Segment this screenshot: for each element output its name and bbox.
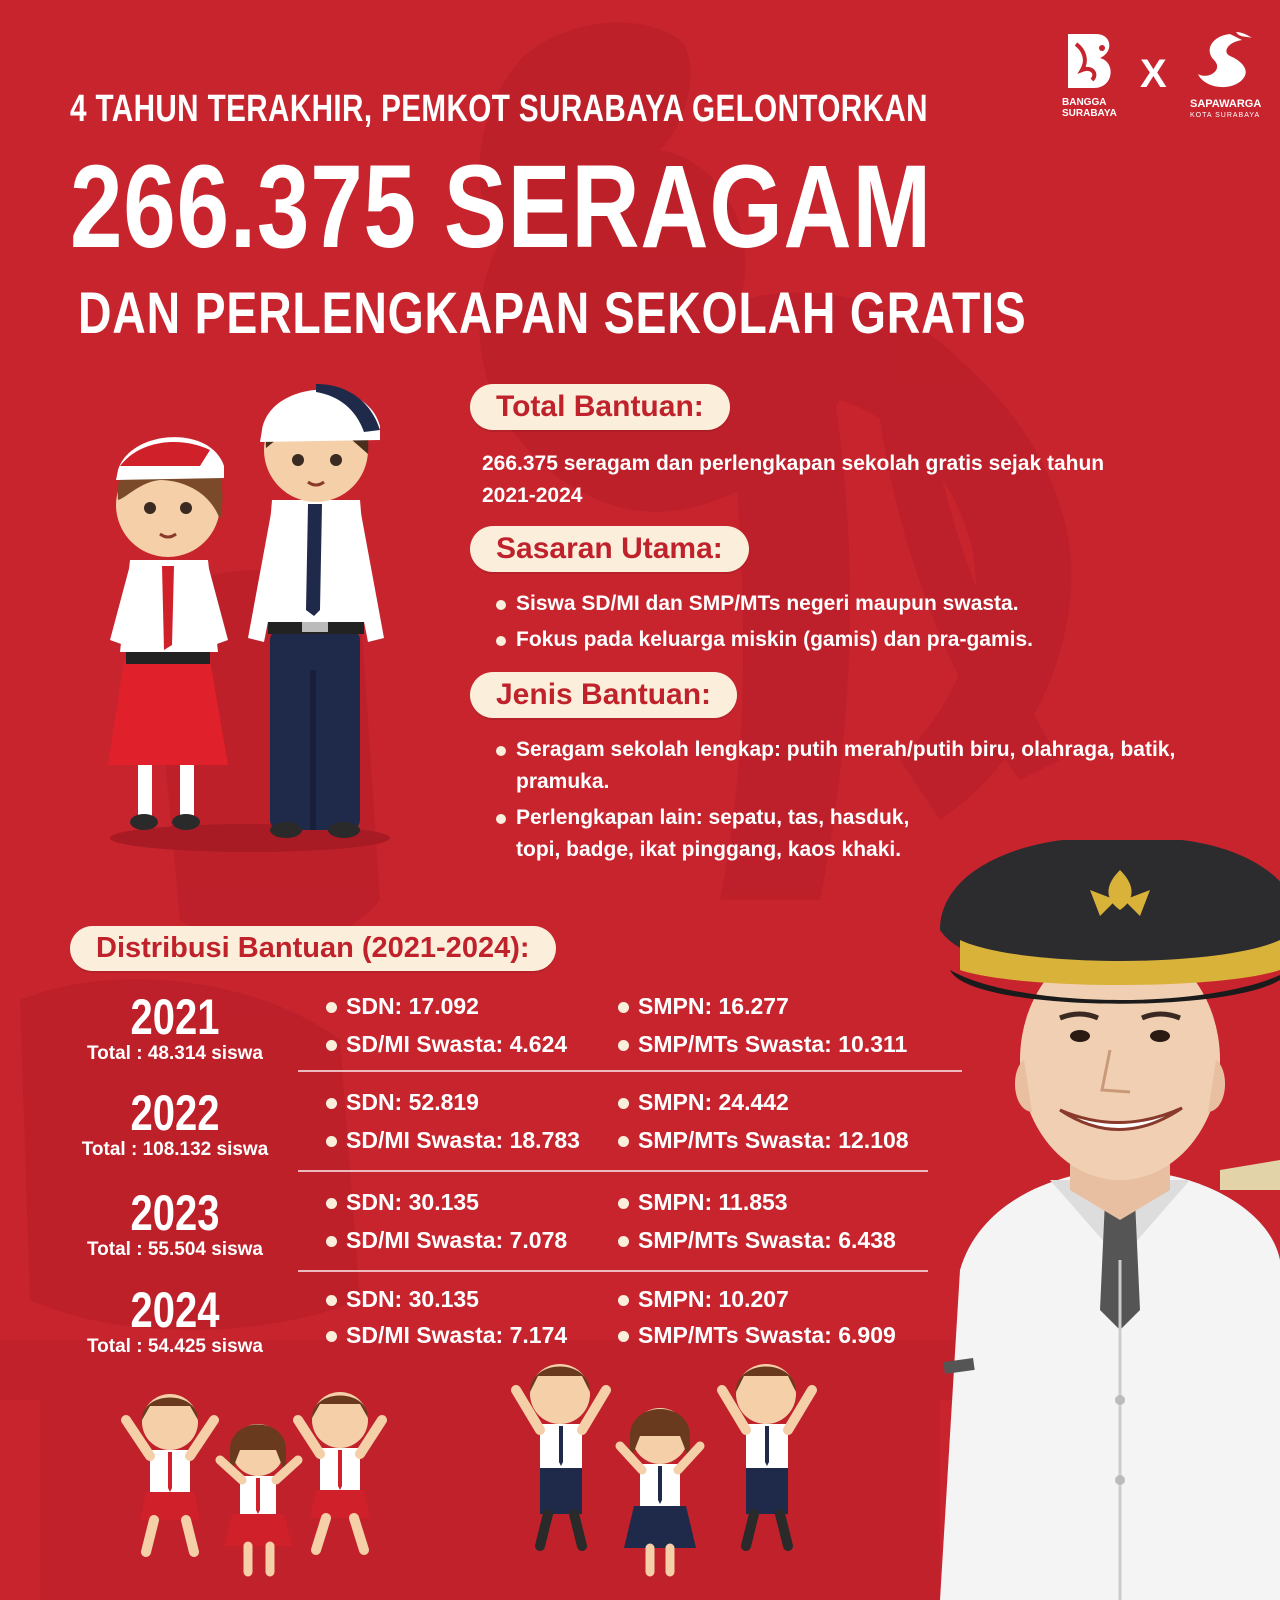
bangga-logo-line1: BANGGA: [1062, 97, 1107, 108]
stat-smpn: SMPN: 10.207: [616, 1286, 789, 1313]
kid-figure: [516, 1364, 606, 1546]
bangga-surabaya-logo: [1062, 30, 1117, 119]
stat-smp-swasta: SMP/MTs Swasta: 6.438: [616, 1227, 896, 1254]
stat-sd-swasta: SD/MI Swasta: 7.078: [324, 1227, 567, 1254]
stat-smpn: SMPN: 24.442: [616, 1089, 789, 1116]
stat-sdn: SDN: 30.135: [324, 1286, 479, 1313]
jenis-bantuan-heading: Jenis Bantuan:: [470, 672, 737, 718]
row-divider: [298, 1270, 928, 1272]
list-item: Perlengkapan lain: sepatu, tas, hasduk, topi, badge, ikat pinggang, kaos khaki.: [492, 802, 936, 866]
list-item: Siswa SD/MI dan SMP/MTs negeri maupun swasta.: [492, 588, 1192, 620]
stat-smp-swasta: SMP/MTs Swasta: 10.311: [616, 1031, 907, 1058]
kid-figure: [722, 1364, 812, 1546]
year-label: 2024: [130, 1282, 220, 1338]
sapawarga-logo-sub: KOTA SURABAYA: [1190, 112, 1261, 119]
sapawarga-logo-name: SAPAWARGA: [1190, 98, 1262, 110]
total-bantuan-heading: Total Bantuan:: [470, 384, 730, 430]
stat-sdn: SDN: 30.135: [324, 1189, 479, 1216]
kid-figure: [298, 1392, 382, 1550]
sasaran-utama-list: [492, 588, 1192, 656]
stat-smpn: SMPN: 16.277: [616, 993, 789, 1020]
distribusi-heading: Distribusi Bantuan (2021-2024):: [70, 926, 556, 971]
bangga-surabaya-emblem-icon: [1062, 30, 1116, 92]
stat-sd-swasta: SD/MI Swasta: 18.783: [324, 1127, 580, 1154]
stat-smpn: SMPN: 11.853: [616, 1189, 788, 1216]
stat-sd-swasta: SD/MI Swasta: 4.624: [324, 1031, 567, 1058]
year-label: 2021: [130, 989, 220, 1045]
year-total: Total : 54.425 siswa: [86, 1336, 263, 1357]
stat-sdn: SDN: 52.819: [324, 1089, 479, 1116]
row-divider: [298, 1170, 928, 1172]
stat-smp-swasta: SMP/MTs Swasta: 6.909: [616, 1322, 896, 1349]
stat-sdn: SDN: 17.092: [324, 993, 479, 1020]
list-item: Seragam sekolah lengkap: putih merah/putih biru, olahraga, batik, pramuka.: [492, 734, 1192, 798]
stat-sd-swasta: SD/MI Swasta: 7.174: [324, 1322, 567, 1349]
official-portrait-illustration: [920, 840, 1280, 1600]
year-label: 2023: [130, 1185, 220, 1241]
jumping-kids-right-illustration: [510, 1350, 830, 1580]
kid-figure: [220, 1424, 298, 1572]
year-total: Total : 108.132 siswa: [81, 1139, 269, 1160]
boy-student-figure: [248, 384, 384, 838]
sapawarga-emblem-icon: [1190, 30, 1260, 94]
girl-student-figure: [108, 437, 228, 830]
list-item: Fokus pada keluarga miskin (gamis) dan pra-gamis.: [492, 624, 1192, 656]
sasaran-utama-heading: Sasaran Utama:: [470, 526, 749, 572]
page-title: 266.375 SERAGAM: [70, 141, 932, 273]
kid-figure: [126, 1394, 214, 1552]
year-total: Total : 48.314 siswa: [86, 1043, 263, 1064]
bangga-logo-line2: SURABAYA: [1062, 108, 1117, 119]
header-kicker: 4 TAHUN TERAKHIR, PEMKOT SURABAYA GELONTORKAN: [70, 88, 928, 130]
year-total: Total : 55.504 siswa: [86, 1239, 263, 1260]
stat-smp-swasta: SMP/MTs Swasta: 12.108: [616, 1127, 909, 1154]
year-label: 2022: [130, 1085, 220, 1141]
jumping-kids-left-illustration: [120, 1380, 390, 1580]
sapawarga-logo: [1190, 30, 1270, 121]
logo-separator: X: [1140, 52, 1167, 96]
page-subtitle: DAN PERLENGKAPAN SEKOLAH GRATIS: [78, 281, 1027, 346]
students-illustration: [100, 370, 400, 860]
row-divider: [298, 1070, 962, 1072]
total-bantuan-text: 266.375 seragam dan perlengkapan sekolah gratis sejak tahun 2021-2024: [482, 452, 1105, 507]
kid-figure: [620, 1408, 700, 1572]
